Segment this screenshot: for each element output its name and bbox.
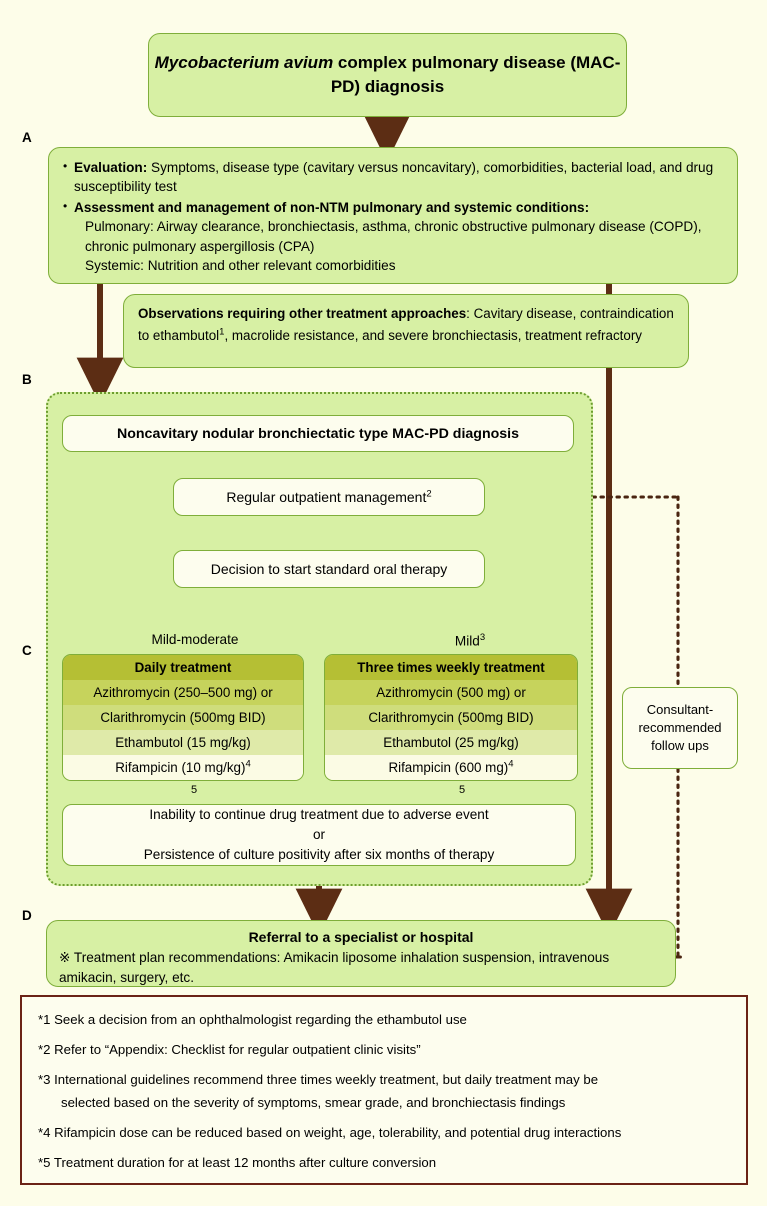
weekly-treatment-header: Three times weekly treatment <box>325 655 577 680</box>
branch-label-mild-ref: 3 <box>479 632 486 643</box>
evaluation-bullet <box>63 158 723 197</box>
footnote-text: Seek a decision from an ophthalmologist regarding the ethambutol use <box>54 1012 467 1027</box>
footnote-marker: *1 <box>38 1012 51 1027</box>
daily-treatment-table <box>62 654 304 781</box>
footnote-marker: *4 <box>38 1125 51 1140</box>
inability-persistence-box <box>62 804 576 866</box>
referral-body-text: Treatment plan recommendations: Amikacin liposome inhalation suspension, intravenous amikacin, surgery, etc. <box>59 950 610 985</box>
observations-text-b: , macrolide resistance, and severe bronchiectasis, treatment refractory <box>224 327 642 343</box>
inability-line2: or <box>312 827 326 842</box>
referral-body-line <box>59 948 663 988</box>
evaluation-text: Symptoms, disease type (cavitary versus noncavitary), comorbidities, bacterial load, and drug susceptibility test <box>74 160 714 195</box>
inability-line3: Persistence of culture positivity after six months of therapy <box>143 847 495 862</box>
observations-box <box>123 294 689 368</box>
referral-title: Referral to a specialist or hospital <box>248 929 474 945</box>
daily-treatment-row: Azithromycin (250–500 mg) or <box>63 680 303 705</box>
assessment-systemic: Systemic: Nutrition and other relevant comorbidities <box>85 258 396 274</box>
reference-mark-icon: ※ <box>59 950 71 965</box>
footnote-text: Rifampicin dose can be reduced based on weight, age, tolerability, and potential drug interactions <box>54 1125 622 1140</box>
consultant-line2: recommended <box>638 720 722 735</box>
branch-label-mild-text: Mild <box>454 633 480 649</box>
footnote-item <box>38 1070 730 1112</box>
footnote-text: Refer to “Appendix: Checklist for regular outpatient clinic visits” <box>54 1042 421 1057</box>
outpatient-label: Regular outpatient management <box>226 489 427 505</box>
assessment-label: Assessment and management of non-NTM pulmonary and systemic conditions: <box>74 199 590 215</box>
evaluation-assessment-box <box>48 147 738 284</box>
observations-footnote-ref: 1 <box>219 326 225 338</box>
decision-start-therapy-box: Decision to start standard oral therapy <box>173 550 485 588</box>
regular-outpatient-management-box <box>173 478 485 516</box>
diagnosis-title-box <box>148 33 627 117</box>
section-label-d: D <box>22 908 32 923</box>
arrow-note-right: 5 <box>459 784 466 796</box>
daily-rifampicin-text: Rifampicin (10 mg/kg) <box>115 760 246 775</box>
daily-treatment-row: Clarithromycin (500mg BID) <box>63 705 303 730</box>
assessment-bullet <box>63 198 723 276</box>
footnote-item <box>38 1153 730 1172</box>
branch-label-mild-moderate: Mild-moderate <box>151 632 239 647</box>
observations-text-a: : Cavitary disease, contraindication to ethambutol <box>138 306 674 343</box>
arrow-note-left: 5 <box>191 784 198 796</box>
weekly-treatment-row <box>325 755 577 780</box>
section-label-c: C <box>22 643 32 658</box>
daily-treatment-row: Ethambutol (15 mg/kg) <box>63 730 303 755</box>
footnote-text: Treatment duration for at least 12 months after culture conversion <box>53 1155 437 1170</box>
footnotes-panel <box>20 995 748 1185</box>
daily-rifampicin-ref: 4 <box>245 758 251 770</box>
footnote-marker: *2 <box>38 1042 51 1057</box>
branch-label-mild <box>400 632 540 649</box>
section-label-a: A <box>22 130 32 145</box>
inability-line1: Inability to continue drug treatment due to adverse event <box>149 807 489 822</box>
footnote-item <box>38 1010 730 1029</box>
section-label-b: B <box>22 372 32 387</box>
consultant-followup-box <box>622 687 738 769</box>
assessment-pulmonary: Pulmonary: Airway clearance, bronchiectasis, asthma, chronic obstructive pulmonary disease (COPD), chronic pulmonary aspergillosis (CPA) <box>85 219 702 254</box>
footnote-marker: *3 <box>38 1072 51 1087</box>
footnote-text: International guidelines recommend three times weekly treatment, but daily treatment may be <box>54 1072 599 1087</box>
title-rest: complex pulmonary disease (MAC-PD) diagnosis <box>330 53 621 96</box>
footnote-continuation: selected based on the severity of symptoms, smear grade, and bronchiectasis findings <box>61 1095 566 1110</box>
footnote-item <box>38 1123 730 1142</box>
observations-label: Observations requiring other treatment approaches <box>138 306 467 321</box>
footnote-item <box>38 1040 730 1059</box>
weekly-rifampicin-ref: 4 <box>508 758 514 770</box>
daily-treatment-row <box>63 755 303 780</box>
weekly-rifampicin-text: Rifampicin (600 mg) <box>388 760 509 775</box>
evaluation-label: Evaluation: <box>74 160 148 175</box>
title-italic: Mycobacterium avium <box>154 53 334 72</box>
noncavitary-diagnosis-box: Noncavitary nodular bronchiectatic type MAC-PD diagnosis <box>62 415 574 452</box>
daily-treatment-header: Daily treatment <box>63 655 303 680</box>
referral-box <box>46 920 676 987</box>
weekly-treatment-row: Ethambutol (25 mg/kg) <box>325 730 577 755</box>
weekly-treatment-row: Clarithromycin (500mg BID) <box>325 705 577 730</box>
footnote-marker: *5 <box>38 1155 51 1170</box>
three-times-weekly-treatment-table <box>324 654 578 781</box>
weekly-treatment-row: Azithromycin (500 mg) or <box>325 680 577 705</box>
consultant-line3: follow ups <box>651 738 709 753</box>
consultant-line1: Consultant- <box>646 702 714 717</box>
outpatient-footnote-ref: 2 <box>426 488 432 500</box>
